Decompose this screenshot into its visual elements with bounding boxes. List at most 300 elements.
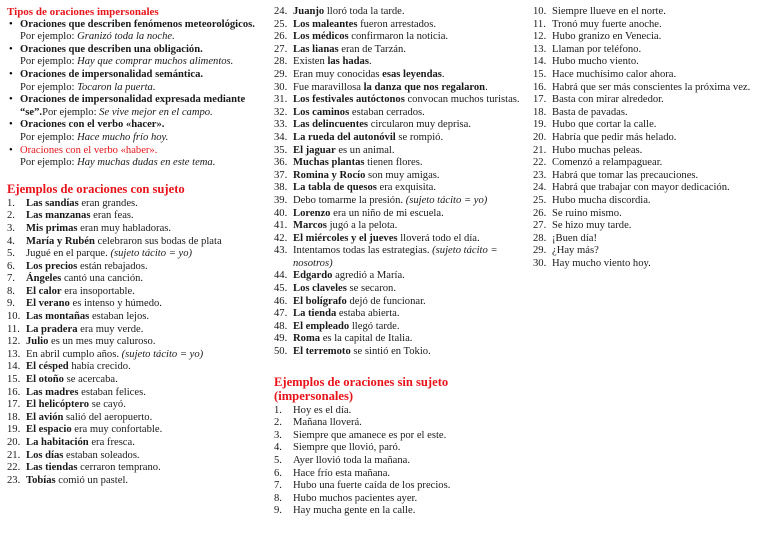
list-item [274,132,522,145]
tacit-subject-note: (sujeto tácito = yo) [121,348,204,360]
subject-phrase: Las lianas [293,43,339,55]
predicate-text: es intenso y húmedo. [69,298,162,310]
subject-phrase: Los claveles [293,283,347,295]
subject-phrase: Los días [26,449,64,461]
subject-phrase: El terremoto [293,346,351,358]
subject-phrase: Los médicos [293,31,349,43]
item-text [26,311,149,324]
item-number: 10. [7,311,21,323]
type-item-2 [7,44,262,57]
list-item [7,261,262,274]
predicate-text: eran feas. [90,210,134,222]
item-number: 43. [274,245,288,257]
list-item [274,19,522,32]
item-number: 24. [533,182,547,194]
item-number: 34. [274,131,288,143]
predicate-text: lloró toda la tarde. [324,6,405,17]
list-item [7,298,262,311]
subject-phrase: La habitación [26,437,89,448]
list-item [274,82,522,95]
predicate-text: es la capital de Italia. [320,333,413,345]
item-number: 40. [274,207,288,219]
subject-phrase: Romina y Rocío [293,169,366,181]
nosubject-heading: Ejemplos de oraciones sin sujeto (impersonales) [274,374,449,403]
item-text [293,145,395,158]
subject-phrase: Juanjo [293,6,325,17]
predicate-text: se secaron. [346,283,396,295]
predicate-text: son muy amigas. [365,169,440,181]
list-item [7,412,262,425]
item-text: Hay mucha gente en la calle. [293,505,416,517]
predicate-text: eran de Tarzán. [338,43,406,55]
item-text: ¿Hay más? [552,245,599,257]
item-number: 18. [7,411,21,423]
type-label: Oraciones con el verbo «haber». [20,144,158,156]
item-text: Tronó muy fuerte anoche. [552,18,662,30]
list-item [7,349,262,362]
item-text: Hubo una fuerte caída de los precios. [293,480,451,492]
item-text [293,132,443,145]
subject-phrase: El miércoles y el jueves [293,232,398,244]
predicate-text: Fue maravillosa [293,81,364,93]
type-example-3: Por ejemplo: Tocaron la puerta. [20,81,156,93]
list-item [7,336,262,349]
item-text: Habría que pedir más helado. [552,131,677,143]
item-text: Habrá que tomar las precauciones. [552,169,699,181]
list-item [7,286,262,299]
item-text [293,119,471,132]
subject-examples-list [7,198,262,488]
list-item [533,56,763,69]
item-number: 41. [274,220,288,232]
item-text [293,44,406,57]
list-item [7,374,262,387]
item-text [293,157,422,170]
subject-phrase: El verano [26,298,70,310]
list-item [274,208,522,221]
item-number: 23. [533,169,547,181]
predicate-text: estaban soleados. [63,449,140,461]
list-item [274,170,522,183]
subject-phrase: El espacio [26,424,72,436]
predicate-text: tienen flores. [364,157,423,169]
item-text: Hoy es el día. [293,404,352,416]
item-text [293,94,520,107]
subject-phrase: El bolígrafo [293,295,347,307]
subject-phrase: La rueda del autonóvil [293,131,396,143]
list-item [274,69,522,82]
item-number: 17. [533,94,547,106]
item-number: 14. [533,56,547,68]
subject-phrase: las hadas [327,56,369,68]
item-number: 7. [274,480,282,492]
subject-phrase: Mis primas [26,222,78,234]
item-text: Hubo granizo en Venecia. [552,31,662,43]
column-3 [533,6,763,270]
list-item [533,82,763,95]
item-number: 14. [7,361,21,373]
subject-phrase: La tabla de quesos [293,182,377,194]
item-number: 8. [7,285,15,297]
item-number: 20. [7,437,21,448]
list-item [7,248,262,261]
item-number: 3. [274,429,282,441]
item-number: 17. [7,399,21,411]
subject-phrase: Los precios [26,260,78,272]
item-number: 39. [274,194,288,206]
subject-phrase: Las sandías [26,197,79,209]
item-number: 12. [7,336,21,348]
item-text [293,182,436,195]
predicate-text: Eran muy conocidas [293,68,383,80]
item-text [293,56,372,69]
item-text [26,286,135,299]
item-number: 11. [533,18,546,30]
item-text: Ayer llovió toda la mañana. [293,455,410,466]
item-text [26,336,155,349]
predicate-text: era exquisita. [376,182,437,194]
tacit-subject-note: (sujeto tácito = yo) [110,248,193,260]
item-number: 19. [533,119,547,131]
item-number: 21. [7,449,21,461]
type-item-1 [7,19,262,32]
item-number: 12. [533,31,547,43]
list-item [7,236,262,249]
list-item [274,296,522,309]
item-number: 1. [274,404,282,416]
item-text: Siempre que amanece es por el este. [293,429,447,441]
list-item [274,505,522,518]
item-text [293,69,445,82]
item-number: 7. [7,273,15,285]
item-number: 27. [274,43,288,55]
item-text [293,6,405,19]
subject-phrase: Las tiendas [26,462,78,474]
list-item [533,69,763,82]
item-number: 31. [274,94,288,106]
type-example-5: Por ejemplo: Hace mucho frío hoy. [20,131,169,143]
predicate-text: era insoportable. [61,285,135,297]
item-text [26,450,140,463]
item-text [26,475,128,488]
item-number: 49. [274,333,288,345]
item-number: 9. [274,505,282,517]
type-label: Oraciones de impersonalidad semántica. [20,68,204,80]
subject-phrase: Las manzanas [26,210,91,222]
item-number: 44. [274,270,288,282]
item-text: Basta de pavadas. [552,106,628,118]
item-text [26,462,161,475]
item-text [26,374,118,387]
list-item [7,311,262,324]
list-item [7,450,262,463]
item-number: 47. [274,308,288,320]
predicate-text: eran grandes. [78,197,138,209]
list-item [533,245,763,258]
item-number: 2. [7,210,15,222]
item-number: 16. [533,81,547,93]
list-item [274,107,522,120]
list-item [7,223,262,236]
item-text: Habrá que ser más conscientes la próxima vez. [552,81,751,93]
list-item [274,493,522,506]
list-item [274,157,522,170]
item-number: 20. [533,131,547,143]
item-number: 29. [533,245,547,257]
type-label: Oraciones con el verbo «hacer». [20,119,165,131]
item-text [26,236,222,249]
list-item [274,94,522,107]
subject-phrase: Lorenzo [293,207,331,219]
item-text [293,107,425,120]
item-number: 42. [274,232,288,244]
item-number: 1. [7,197,15,209]
subject-phrase: Julio [26,336,49,348]
item-text [293,82,488,95]
item-number: 25. [274,18,288,30]
tacit-subject-note: (sujeto tácito = yo) [405,194,488,206]
list-item [7,210,262,223]
item-number: 25. [533,194,547,206]
item-number: 29. [274,68,288,80]
item-number: 35. [274,144,288,156]
list-item [274,195,522,208]
predicate-text: cantó una canción. [61,273,144,285]
type-label: Oraciones que describen una obligación. [20,43,203,55]
subject-phrase: Las delincuentes [293,119,369,131]
predicate-text: . [368,56,372,68]
list-item [533,44,763,57]
list-item [7,273,262,286]
item-number: 26. [533,207,547,219]
item-text [293,19,436,32]
list-item [274,56,522,69]
list-item [274,31,522,44]
list-item [274,245,522,270]
item-number: 6. [274,467,282,479]
list-item [7,361,262,374]
item-number: 50. [274,346,288,358]
item-text [26,261,148,274]
list-item [274,442,522,455]
list-item [274,417,522,430]
subject-phrase: Los maleantes [293,18,358,30]
item-text [293,283,396,296]
predicate-text: estaban lejos. [89,311,150,323]
subject-phrase: María y Rubén [26,235,95,247]
subject-phrase: Edgardo [293,270,333,282]
subject-examples-list-continued [274,6,522,359]
item-text: Siempre que llovió, paró. [293,442,401,454]
subject-heading: Ejemplos de oraciones con sujeto [7,181,185,196]
item-text: Hace frío esta mañana. [293,467,391,479]
item-text: Hace muchísimo calor ahora. [552,68,677,80]
list-item [274,405,522,418]
list-item [533,195,763,208]
item-number: 46. [274,295,288,307]
item-number: 38. [274,182,288,194]
list-item [274,480,522,493]
predicate-text: agredió a María. [332,270,405,282]
subject-phrase: Los caminos [293,106,350,118]
item-number: 15. [533,68,547,80]
subject-phrase: esas leyendas [382,68,442,80]
item-text [293,233,480,246]
list-item [274,455,522,468]
item-number: 18. [533,106,547,118]
list-item [274,182,522,195]
list-item [274,283,522,296]
predicate-text: lloverá todo el día. [397,232,480,244]
predicate-text: era un niño de mi escuela. [330,207,444,219]
item-text [26,198,138,211]
item-number: 5. [274,455,282,466]
subject-phrase: Ángeles [26,273,62,285]
list-item [533,170,763,183]
item-text [26,349,203,362]
list-item [533,258,763,271]
list-item [533,107,763,120]
item-number: 36. [274,157,288,169]
predicate-text: cerraron temprano. [77,462,161,474]
list-item [533,6,763,19]
item-text: Llaman por teléfono. [552,43,642,55]
item-text [26,424,162,437]
subject-phrase: El empleado [293,320,350,332]
subject-phrase: la danza que nos regalaron [363,81,486,93]
types-list [7,19,262,170]
subject-phrase: Tobías [26,474,56,486]
item-text: Hubo muchas peleas. [552,144,643,156]
item-text [26,324,143,337]
predicate-text: Existen [293,56,328,68]
list-item [274,119,522,132]
item-text [26,412,152,425]
list-item [7,462,262,475]
item-number: 10. [533,6,547,17]
predicate-text: circularon muy deprisa. [368,119,472,131]
item-number: 24. [274,6,288,17]
list-item [274,308,522,321]
subject-phrase: Muchas plantas [293,157,365,169]
type-label: Oraciones que describen fenómenos meteorológicos. [20,18,255,30]
item-text [293,195,487,208]
item-text [26,248,192,261]
item-text [293,333,412,346]
subject-phrase: Los festivales autóctonos [293,94,405,106]
predicate-text: llegó tarde. [349,320,400,332]
tacit-subject-note: (sujeto tácito = nosotros) [293,245,498,269]
column-2 [274,6,522,518]
item-text: Se hizo muy tarde. [552,220,632,232]
item-number: 28. [533,232,547,244]
type-example-2: Por ejemplo: Hay que comprar muchos alimentos. [20,56,234,68]
predicate-text: comió un pastel. [55,474,129,486]
predicate-text: estaba abierta. [336,308,400,320]
subject-phrase: El avión [26,411,64,423]
item-text: Mañana lloverá. [293,417,362,429]
item-text [293,321,400,334]
type-item-4: • Oraciones de impersonalidad expresada mediante “se”.Por ejemplo: Se vive mejor en el campo. [7,94,262,119]
list-item [7,437,262,450]
item-text [26,273,143,286]
predicate-text: están rebajados. [77,260,148,272]
predicate-text: se cayó. [89,399,126,411]
predicate-text: es un animal. [335,144,395,156]
item-text: ¡Buen día! [552,232,598,244]
item-number: 37. [274,169,288,181]
predicate-text: Jugué en el parque. [26,248,111,260]
item-text [26,361,131,374]
item-number: 2. [274,417,282,429]
subject-phrase: El otoño [26,374,64,386]
item-text: Hay mucho viento hoy. [552,257,651,269]
predicate-text: jugó a la pelota. [326,220,398,232]
item-number: 16. [7,386,21,398]
item-text: Basta con mirar alrededor. [552,94,664,106]
predicate-text: se acercaba. [63,374,118,386]
list-item [274,44,522,57]
list-item [274,468,522,481]
predicate-text: salió del aeropuerto. [63,411,153,423]
list-item [7,198,262,211]
item-number: 5. [7,248,15,260]
item-number: 32. [274,106,288,118]
list-item [533,31,763,44]
item-text [293,170,440,183]
list-item [533,119,763,132]
item-number: 6. [7,260,15,272]
predicate-text: se rompió. [395,131,444,143]
item-number: 21. [533,144,547,156]
list-item [533,208,763,221]
predicate-text: Intentamos todas las estrategias. [293,245,433,257]
list-item [274,145,522,158]
list-item [533,145,763,158]
item-number: 4. [7,235,15,247]
list-item [533,233,763,246]
predicate-text: estaban cerrados. [349,106,425,118]
item-text [293,245,522,270]
item-text [293,270,405,283]
item-number: 9. [7,298,15,310]
predicate-text: era fresca. [88,437,135,448]
item-number: 13. [7,348,21,360]
list-item [7,424,262,437]
subject-phrase: Las madres [26,386,79,398]
list-item [533,157,763,170]
type-item-5 [7,119,262,132]
item-text [293,296,426,309]
item-text: Hubo muchos pacientes ayer. [293,492,418,504]
predicate-text: celebraron sus bodas de plata [94,235,222,247]
item-number: 23. [7,474,21,486]
item-text [26,387,146,400]
nosubject-examples-list-continued [533,6,763,270]
list-item [7,324,262,337]
type-item-6 [7,145,262,158]
list-item [533,132,763,145]
item-text [293,31,448,44]
list-item [533,220,763,233]
item-text: Comenzó a relampaguear. [552,157,663,169]
type-example-1: Por ejemplo: Granizó toda la noche. [20,31,175,43]
item-text [26,437,135,450]
item-number: 30. [274,81,288,93]
item-number: 3. [7,222,15,234]
types-heading: Tipos de oraciones impersonales [7,6,159,18]
subject-phrase: El césped [26,361,69,373]
